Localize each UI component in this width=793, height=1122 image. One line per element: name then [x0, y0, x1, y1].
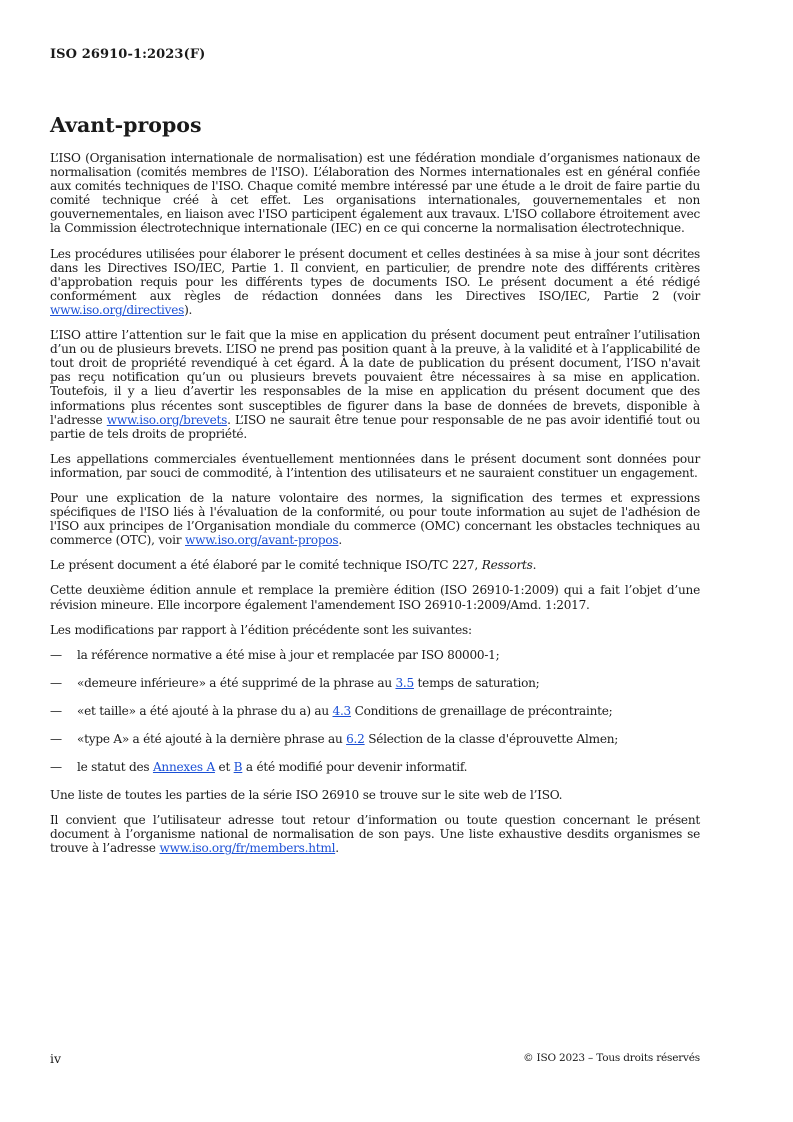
paragraph-text: Les procédures utilisées pour élaborer le présent document et celles destinées à sa mise à jour sont décrites dans les Directives ISO/IEC, Partie 1. Il convient, en particulier, de prendre note des différents critères d'approbation requis pour les différents types de documents ISO. Le présent document a été rédigé conformément aux règles de rédaction données dans les Directives ISO/IEC, Partie 2 (voir — [50, 246, 700, 303]
list-item-text: a été modifié pour devenir informatif. — [242, 760, 468, 775]
list-item-text: et — [214, 760, 234, 775]
paragraph-text: Il convient que l’utilisateur adresse tout retour d’information ou toute question concernant le présent document à l’organisme national de normalisation de son pays. Une liste exhaustive desdits organismes se trouve à l’adresse — [50, 813, 700, 856]
list-item-text: temps de saturation; — [413, 675, 540, 690]
paragraph-text: . L’ISO ne saurait être tenue pour responsable de ne pas avoir identifié tout ou partie de tels droits de propriété. — [50, 412, 700, 441]
paragraph-text: L’ISO attire l’attention sur le fait que la mise en application du présent document peut entraîner l’utilisation d’un ou de plusieurs brevets. L’ISO ne prend pas position quant à la preuve, à la validité et à l’applicabilité de tout droit de propriété revendiqué à cet égard. À la date de publication du présent document, l’ISO n'avait pas reçu notification qu’un ou plusieurs brevets pouvaient être nécessaires à sa mise en application. Toutefois, il y a lieu d’avertir les responsables de la mise en application du présent document que des informations plus récentes sont susceptibles de figurer dans la base de données de brevets, disponible à l'adresse — [50, 328, 700, 427]
link-clause-6-2[interactable]: 6.2 — [346, 732, 365, 746]
paragraph-committee — [50, 558, 700, 572]
link-directives[interactable]: www.iso.org/directives — [50, 302, 185, 317]
link-members[interactable]: www.iso.org/fr/members.html — [159, 841, 336, 856]
link-clause-3-5[interactable]: 3.5 — [395, 675, 414, 690]
page-number: iv — [50, 1051, 62, 1066]
paragraph-text: . — [335, 841, 339, 856]
list-item — [50, 648, 700, 662]
list-dash: — — [50, 760, 62, 775]
copyright-notice: © ISO 2023 – Tous droits réservés — [523, 1052, 700, 1064]
paragraph-edition: Cette deuxième édition annule et remplace la première édition (ISO 26910-1:2009) qui a fait l’objet d’une révision mineure. Elle incorpore également l'amendement ISO 26910-1:2009/Amd. 1:2017. — [50, 583, 700, 612]
paragraph-iso-intro: L’ISO (Organisation internationale de normalisation) est une fédération mondiale d’organismes nationaux de normalisation (comités membres de l'ISO). L’élaboration des Normes internationales est en général confiée aux comités techniques de l'ISO. Chaque comité membre intéressé par une étude a le droit de faire partie du comité technique créé à cet effet. Les organisations internationales, gouvernementales et non gouvernementales, en liaison avec l'ISO participent également aux travaux. L'ISO collabore étroitement avec la Commission électrotechnique internationale (IEC) en ce qui concerne la normalisation électrotechnique. — [50, 151, 700, 236]
paragraph-text: . — [338, 533, 342, 548]
list-dash: — — [50, 732, 62, 746]
list-item-text: le statut des — [77, 760, 153, 775]
paragraph-text: ). — [184, 302, 193, 317]
paragraph-voluntary-nature — [50, 491, 700, 547]
list-item-text: «et taille» a été ajouté à la phrase du a) au — [77, 703, 333, 718]
paragraph-series-list: Une liste de toutes les parties de la série ISO 26910 se trouve sur le site web de l’ISO. — [50, 788, 563, 803]
paragraph-text: Le présent document a été élaboré par le comité technique ISO/TC 227, — [50, 558, 482, 573]
paragraph-text: . — [532, 558, 537, 573]
paragraph-patents — [50, 328, 700, 441]
foreword-section — [50, 113, 700, 867]
committee-title: Ressorts — [481, 558, 533, 573]
paragraph-feedback — [50, 813, 700, 855]
section-title: Avant-propos — [50, 113, 202, 137]
list-item-text: Sélection de la classe d'éprouvette Almen; — [364, 732, 619, 746]
list-item — [50, 760, 700, 774]
list-item-text: «demeure inférieure» a été supprimé de la phrase au — [77, 675, 396, 690]
paragraph-changes-intro: Les modifications par rapport à l’édition précédente sont les suivantes: — [50, 622, 472, 637]
list-dash: — — [50, 703, 62, 718]
list-item-text: la référence normative a été mise à jour et remplacée par ISO 80000-1; — [77, 647, 500, 662]
link-brevets[interactable]: www.iso.org/brevets — [106, 412, 228, 427]
list-dash: — — [50, 647, 62, 662]
list-item-text: Conditions de grenaillage de précontrainte; — [350, 703, 613, 718]
link-clause-4-3[interactable]: 4.3 — [332, 703, 351, 718]
list-item — [50, 732, 700, 746]
link-avant-propos[interactable]: www.iso.org/avant-propos — [185, 533, 339, 548]
changes-list — [50, 648, 700, 774]
paragraph-text: Pour une explication de la nature volontaire des normes, la signification des termes et expressions spécifiques de l'ISO liés à l'évaluation de la conformité, ou pour toute information au sujet de l'adhésion de l'ISO aux principes de l’Organisation mondiale du commerce (OMC) concernant les obstacles techniques au commerce (OTC), voir — [50, 490, 700, 548]
link-annex-a[interactable]: Annexes A — [152, 760, 215, 775]
list-dash: — — [50, 675, 62, 690]
paragraph-trade-names: Les appellations commerciales éventuellement mentionnées dans le présent document sont données pour information, par souci de commodité, à l’intention des utilisateurs et ne sauraient constituer un engagement. — [50, 451, 700, 480]
document-identifier: ISO 26910-1:2023(F) — [50, 47, 206, 62]
link-annex-b[interactable]: B — [233, 760, 243, 775]
list-item — [50, 676, 700, 690]
paragraph-procedures — [50, 247, 700, 317]
list-item — [50, 704, 700, 718]
list-item-text: «type A» a été ajouté à la dernière phrase au — [77, 732, 347, 746]
